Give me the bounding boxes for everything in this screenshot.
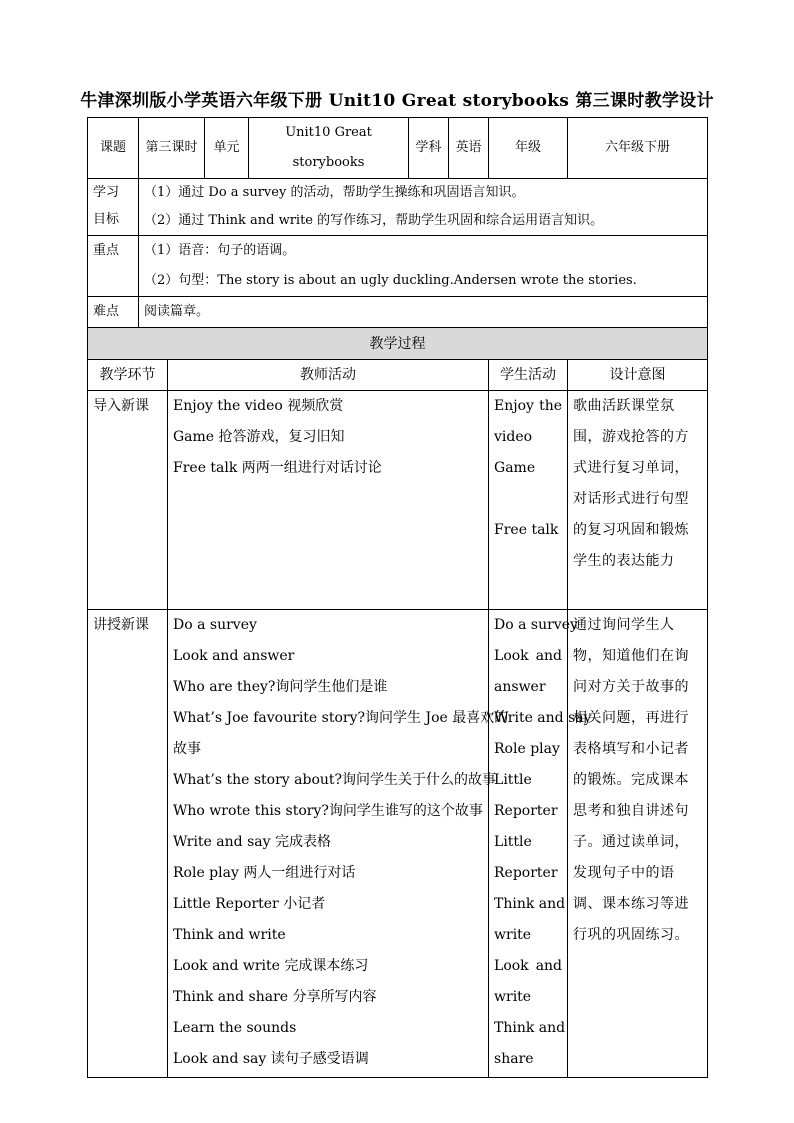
teacher-activities bbox=[168, 391, 489, 610]
student-activity-spacer bbox=[494, 484, 562, 515]
document-title: 牛津深圳版小学英语六年级下册 Unit10 Great storybooks 第三课时教学设计 bbox=[80, 91, 714, 111]
process-column-headers bbox=[88, 360, 708, 391]
student-activity: share bbox=[494, 1051, 534, 1067]
teacher-activity: What’s the story about?询问学生关于什么的故事 bbox=[173, 772, 497, 788]
focus-content bbox=[139, 236, 708, 297]
difficulty-text: 阅读篇章。 bbox=[139, 297, 708, 328]
difficulty-row bbox=[88, 297, 708, 328]
teacher-activity: Who are they?询问学生他们是谁 bbox=[173, 679, 388, 695]
goal-item-2: （2）通过 Think and write 的写作练习，帮助学生巩固和综合运用语言知识。 bbox=[144, 213, 604, 228]
student-activity: write bbox=[494, 989, 532, 1005]
goals-label-line1: 学习 bbox=[93, 185, 120, 200]
focus-label: 重点 bbox=[88, 236, 139, 297]
goal-item-1: （1）通过 Do a survey 的活动，帮助学生操练和巩固语言知识。 bbox=[144, 185, 525, 200]
student-activity: Role play bbox=[494, 741, 560, 757]
goals-label bbox=[88, 179, 139, 236]
teacher-activity: Look and say 读句子感受语调 bbox=[173, 1051, 369, 1067]
student-activities bbox=[489, 391, 568, 610]
teacher-activities bbox=[168, 610, 509, 1078]
student-activities bbox=[489, 610, 592, 1078]
student-activity: Look and bbox=[494, 648, 563, 664]
header-row bbox=[88, 118, 708, 179]
difficulty-label: 难点 bbox=[88, 297, 139, 328]
focus-item-2: （2）句型：The story is about an ugly duckling.Andersen wrote the stories. bbox=[144, 273, 637, 288]
teacher-activity: Do a survey bbox=[173, 617, 257, 633]
student-activity: write bbox=[494, 927, 532, 943]
stage-name: 导入新课 bbox=[88, 391, 168, 610]
teacher-activity: Think and write bbox=[173, 927, 286, 943]
stage-name: 讲授新课 bbox=[88, 610, 168, 1078]
teacher-activity: Little Reporter 小记者 bbox=[173, 896, 326, 912]
student-activity: Write and say bbox=[494, 710, 592, 726]
design-intent: 通过询问学生人物，知道他们在询问对方关于故事的相关问题，再进行表格填写和小记者的锻炼。完成课本思考和独自讲述句子。通过读单词，发现句子中的语调、课本练习等进行巩的巩固练习。 bbox=[568, 610, 708, 1078]
process-section-title: 教学过程 bbox=[88, 328, 708, 360]
student-activity: Enjoy the bbox=[494, 398, 563, 414]
goals-label-line2: 目标 bbox=[93, 212, 120, 227]
student-activity: Free talk bbox=[494, 522, 559, 538]
teacher-activity: Enjoy the video 视频欣赏 bbox=[173, 398, 344, 414]
student-activity: Little bbox=[494, 834, 532, 850]
teacher-activity: Role play 两人一组进行对话 bbox=[173, 865, 356, 881]
student-activity: Little bbox=[494, 772, 532, 788]
stage-row-new-lesson bbox=[88, 610, 708, 1078]
teacher-activity: Learn the sounds bbox=[173, 1020, 297, 1036]
teacher-activity: Look and write 完成课本练习 bbox=[173, 958, 369, 974]
grade-label: 年级 bbox=[489, 118, 568, 179]
keti-label: 课题 bbox=[88, 118, 139, 179]
keti-value: 第三课时 bbox=[139, 118, 205, 179]
col-teacher-header: 教师活动 bbox=[168, 360, 489, 391]
goals-content bbox=[139, 179, 708, 236]
teacher-activity: Who wrote this story?询问学生谁写的这个故事 bbox=[173, 803, 483, 819]
teacher-activity: What’s Joe favourite story?询问学生 Joe 最喜欢的 bbox=[173, 710, 509, 726]
unit-value: Unit10 Great storybooks bbox=[249, 118, 409, 179]
col-stage-header: 教学环节 bbox=[88, 360, 168, 391]
subject-label: 学科 bbox=[409, 118, 449, 179]
lesson-plan-table bbox=[87, 117, 708, 1078]
teacher-activity: Game 抢答游戏，复习旧知 bbox=[173, 429, 345, 445]
student-activity: video bbox=[494, 429, 533, 445]
unit-label: 单元 bbox=[205, 118, 249, 179]
col-student-header: 学生活动 bbox=[489, 360, 568, 391]
student-activity: Reporter bbox=[494, 803, 558, 819]
student-activity: Do a survey bbox=[494, 617, 578, 633]
process-section-row bbox=[88, 328, 708, 360]
teacher-activity: Free talk 两两一组进行对话讨论 bbox=[173, 460, 382, 476]
grade-value: 六年级下册 bbox=[568, 118, 708, 179]
subject-value: 英语 bbox=[449, 118, 489, 179]
student-activity: Look and bbox=[494, 958, 563, 974]
teacher-activity: Write and say 完成表格 bbox=[173, 834, 331, 850]
stage-row-intro bbox=[88, 391, 708, 610]
focus-item-1: （1）语音：句子的语调。 bbox=[144, 243, 296, 258]
teacher-activity: 故事 bbox=[173, 741, 201, 757]
student-activity: answer bbox=[494, 679, 546, 695]
goals-row bbox=[88, 179, 708, 236]
col-design-header: 设计意图 bbox=[568, 360, 708, 391]
teacher-activity: Look and answer bbox=[173, 648, 295, 664]
teacher-activity: Think and share 分享所写内容 bbox=[173, 989, 377, 1005]
student-activity: Think and bbox=[494, 896, 566, 912]
student-activity: Game bbox=[494, 460, 536, 476]
design-intent: 歌曲活跃课堂氛围，游戏抢答的方式进行复习单词，对话形式进行句型的复习巩固和锻炼学生的表达能力 bbox=[568, 391, 708, 610]
focus-row bbox=[88, 236, 708, 297]
student-activity: Reporter bbox=[494, 865, 558, 881]
student-activity: Think and bbox=[494, 1020, 566, 1036]
